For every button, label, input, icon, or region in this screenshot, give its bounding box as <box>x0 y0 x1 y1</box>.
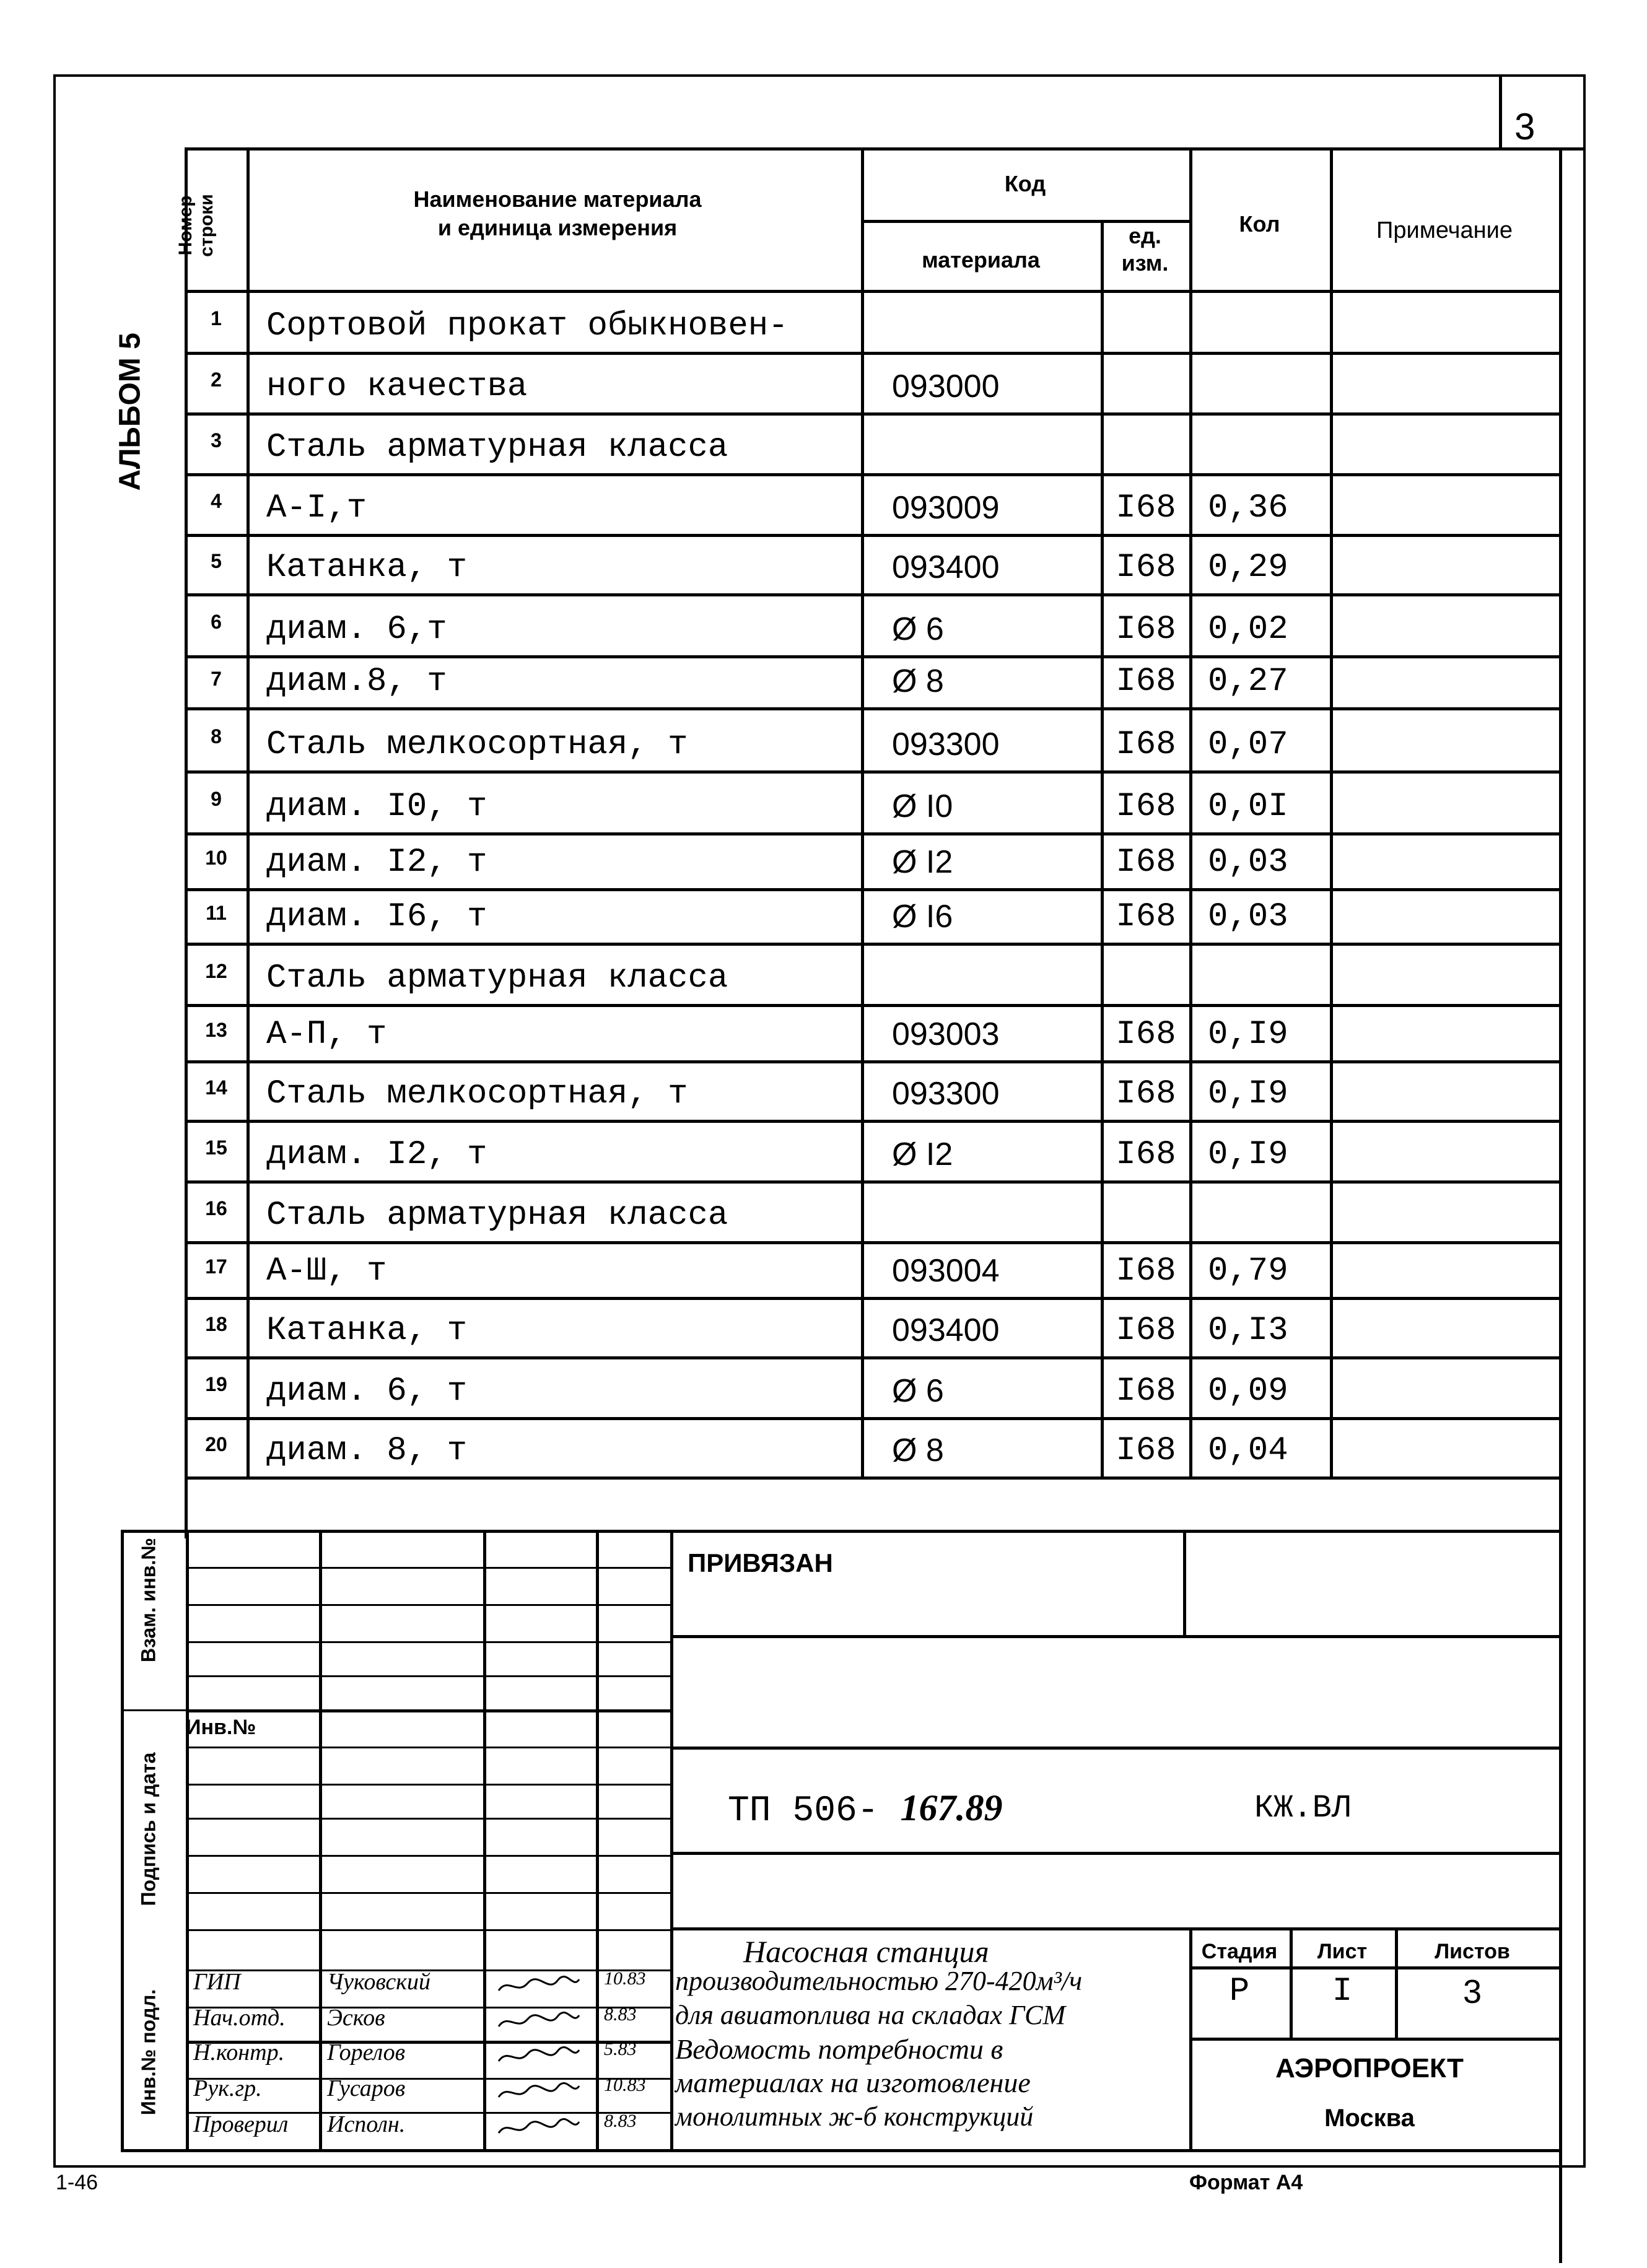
grid-line <box>185 534 1559 537</box>
row-material-name: Сталь арматурная класса <box>266 1197 728 1234</box>
row-unit-code: I68 <box>1116 549 1176 587</box>
row-unit-code: I68 <box>1116 1252 1176 1290</box>
signer-role: Н.контр. <box>193 2039 285 2065</box>
signature-mark <box>496 2045 582 2064</box>
row-material-code: 093400 <box>892 549 1000 585</box>
signature-mark <box>496 2081 582 2100</box>
project-title-line: Ведомость потребности в <box>675 2033 1003 2065</box>
row-unit-code: I68 <box>1116 1432 1176 1470</box>
row-number: 17 <box>205 1255 227 1278</box>
row-material-code: Ø I0 <box>892 788 953 824</box>
row-material-name: А-Ш, т <box>266 1252 387 1290</box>
stamp-line <box>186 1709 670 1712</box>
row-material-code: Ø I2 <box>892 844 953 880</box>
project-title-line: материалах на изготовление <box>675 2067 1031 2098</box>
footer-page-code: 1-46 <box>56 2171 98 2194</box>
stamp-line <box>670 1852 1559 1855</box>
format-label: Формат А4 <box>1189 2171 1303 2194</box>
row-unit-code: I68 <box>1116 1136 1176 1174</box>
row-unit-code: I68 <box>1116 788 1176 826</box>
row-unit-code: I68 <box>1116 489 1176 527</box>
grid-line <box>185 1417 1559 1420</box>
row-unit-code: I68 <box>1116 1312 1176 1350</box>
stamp-line <box>186 1675 670 1677</box>
row-number: 15 <box>205 1136 227 1159</box>
row-material-code: Ø I6 <box>892 899 953 935</box>
row-material-code: 093009 <box>892 490 1000 526</box>
row-material-code: Ø 8 <box>892 663 944 699</box>
grid-line <box>861 147 864 1476</box>
signer-name: Горелов <box>327 2039 406 2065</box>
signer-date: 10.83 <box>604 2075 646 2095</box>
stamp-line <box>186 1604 670 1606</box>
row-quantity: 0,79 <box>1208 1252 1288 1290</box>
signer-date: 8.83 <box>604 2111 637 2131</box>
grid-line <box>185 707 1559 710</box>
grid-line <box>1559 147 1562 2263</box>
row-material-code: Ø I2 <box>892 1136 953 1172</box>
row-number: 14 <box>205 1076 227 1099</box>
stamp-line <box>670 1747 1559 1750</box>
row-material-code: 093300 <box>892 726 1000 762</box>
side-label-vzam: Взам. инв.№ <box>137 1537 160 1663</box>
grid-line <box>185 1297 1559 1300</box>
project-title-line: для авиатоплива на складах ГСМ <box>675 2000 1066 2030</box>
row-quantity: 0,07 <box>1208 726 1288 764</box>
row-number: 12 <box>205 960 227 982</box>
doc-mark: КЖ.ВЛ <box>1254 1790 1352 1826</box>
row-number: 11 <box>206 902 227 924</box>
grid-line <box>185 147 1559 150</box>
header-name-line2: и единица измерения <box>437 215 678 240</box>
stamp-line <box>1183 1530 1186 1635</box>
row-quantity: 0,04 <box>1208 1432 1288 1470</box>
row-material-name: Сталь арматурная класса <box>266 959 728 997</box>
signer-name: Исполн. <box>327 2111 406 2137</box>
stamp-line <box>1189 2038 1559 2041</box>
row-unit-code: I68 <box>1116 663 1176 700</box>
stamp-line <box>670 1635 1559 1638</box>
stamp-line <box>186 1818 670 1820</box>
row-material-name: диам. 8, т <box>266 1432 468 1470</box>
signature-mark <box>496 2117 582 2135</box>
side-label-inv: Инв.№ подл. <box>137 1989 160 2116</box>
row-number: 2 <box>211 369 222 391</box>
row-material-name: Катанка, т <box>266 549 468 587</box>
stage-value: Р <box>1229 1973 1250 2010</box>
row-number: 16 <box>205 1197 227 1219</box>
row-material-code: 093300 <box>892 1076 1000 1112</box>
stamp-line <box>186 1641 670 1643</box>
stamp-line <box>319 1530 322 2149</box>
stamp-line <box>186 1929 670 1931</box>
sheets-value: 3 <box>1462 1973 1482 2010</box>
grid-line <box>185 1120 1559 1123</box>
stamp-line <box>186 1784 670 1786</box>
page-number: 3 <box>1514 106 1536 147</box>
row-material-code: Ø 8 <box>892 1433 944 1468</box>
header-note: Примечание <box>1376 217 1513 243</box>
grid-line <box>185 943 1559 946</box>
row-unit-code: I68 <box>1116 726 1176 764</box>
stamp-line <box>670 1530 673 2149</box>
row-quantity: 0,02 <box>1208 611 1288 648</box>
row-number: 1 <box>211 307 222 329</box>
sheets-label: Листов <box>1435 1940 1510 1963</box>
grid-line <box>1101 220 1104 1476</box>
signer-role: Проверил <box>193 2111 289 2137</box>
inv-label: Инв.№ <box>186 1716 256 1739</box>
signer-name: Гусаров <box>327 2075 406 2101</box>
header-unit-1: ед. <box>1129 223 1161 248</box>
stamp-line <box>121 1530 124 2149</box>
header-name-line1: Наименование материала <box>413 186 702 212</box>
row-number: 10 <box>205 847 227 869</box>
stamp-line <box>1189 1966 1559 1969</box>
row-material-code: Ø 6 <box>892 611 944 647</box>
row-unit-code: I68 <box>1116 1075 1176 1113</box>
row-number: 7 <box>211 668 222 690</box>
row-number: 19 <box>205 1373 227 1395</box>
row-material-name: Сортовой прокат обыкновен- <box>266 307 789 345</box>
row-quantity: 0,03 <box>1208 844 1288 881</box>
row-number: 3 <box>211 429 222 451</box>
row-quantity: 0,I9 <box>1208 1016 1288 1053</box>
row-quantity: 0,29 <box>1208 549 1288 587</box>
header-unit-2: изм. <box>1121 250 1169 276</box>
row-material-code: 093004 <box>892 1253 1000 1289</box>
project-title-line: монолитных ж-б конструкций <box>675 2101 1034 2132</box>
grid-line <box>185 888 1559 891</box>
grid-line <box>185 473 1559 476</box>
sheet-label: Лист <box>1317 1940 1368 1963</box>
stamp-line <box>186 1530 189 2149</box>
row-quantity: 0,I9 <box>1208 1136 1288 1174</box>
grid-line <box>185 655 1559 658</box>
stamp-line <box>121 2149 1559 2152</box>
row-number: 8 <box>211 725 222 748</box>
row-material-name: ного качества <box>266 368 528 406</box>
grid-line <box>185 412 1559 416</box>
city: Москва <box>1324 2104 1415 2132</box>
row-unit-code: I68 <box>1116 611 1176 648</box>
stamp-line <box>121 1530 1559 1533</box>
stamp-line <box>186 1892 670 1894</box>
privyazan-label: ПРИВЯЗАН <box>688 1548 833 1577</box>
row-material-name: Сталь арматурная класса <box>266 429 728 466</box>
row-material-name: диам.8, т <box>266 663 447 700</box>
signer-date: 10.83 <box>604 1968 646 1989</box>
stamp-line <box>596 1530 599 2149</box>
row-material-code: 093400 <box>892 1312 1000 1348</box>
signer-role: Нач.отд. <box>193 2005 286 2031</box>
row-number: 5 <box>211 550 222 572</box>
header-code: Код <box>1004 171 1046 196</box>
grid-line <box>1330 147 1333 1476</box>
row-quantity: 0,0I <box>1208 788 1288 826</box>
row-quantity: 0,36 <box>1208 489 1288 527</box>
row-material-name: А-I,т <box>266 489 367 527</box>
row-number: 4 <box>211 490 222 512</box>
row-material-code: Ø 6 <box>892 1373 944 1409</box>
signer-role: ГИП <box>193 1969 241 1995</box>
grid-line <box>185 1356 1559 1359</box>
stamp-line <box>670 1927 1559 1930</box>
row-quantity: 0,I3 <box>1208 1312 1288 1350</box>
row-number: 6 <box>211 611 222 633</box>
stamp-line <box>186 1747 670 1748</box>
grid-line <box>185 1476 1559 1480</box>
grid-line <box>185 770 1559 774</box>
row-unit-code: I68 <box>1116 844 1176 881</box>
row-quantity: 0,I9 <box>1208 1075 1288 1113</box>
row-unit-code: I68 <box>1116 1372 1176 1410</box>
grid-line <box>185 1060 1559 1063</box>
stamp-line <box>186 1567 670 1569</box>
row-number: 18 <box>205 1313 227 1335</box>
designation-number: 167.89 <box>900 1787 1003 1828</box>
row-quantity: 0,03 <box>1208 898 1288 936</box>
header-row-number: Номер строки <box>175 194 217 257</box>
organization: АЭРОПРОЕКТ <box>1275 2053 1464 2083</box>
row-material-name: диам. I0, т <box>266 788 487 826</box>
grid-line <box>185 352 1559 355</box>
row-material-name: А-П, т <box>266 1016 387 1053</box>
designation <box>728 1787 1002 1831</box>
signer-date: 8.83 <box>604 2004 637 2025</box>
row-material-name: Катанка, т <box>266 1312 468 1350</box>
row-quantity: 0,27 <box>1208 663 1288 700</box>
grid-line <box>185 1004 1559 1007</box>
signature-mark <box>496 1974 582 1993</box>
sheet-value: I <box>1332 1973 1353 2010</box>
row-number: 13 <box>205 1019 227 1041</box>
signature-mark <box>496 2010 582 2029</box>
grid-line <box>185 593 1559 596</box>
row-material-name: диам. 6, т <box>266 1372 468 1410</box>
row-unit-code: I68 <box>1116 898 1176 936</box>
row-unit-code: I68 <box>1116 1016 1176 1053</box>
side-label-podpis: Подпись и дата <box>137 1752 160 1906</box>
row-material-name: Сталь мелкосортная, т <box>266 726 688 764</box>
grid-line <box>185 1241 1559 1244</box>
row-material-name: диам. I6, т <box>266 898 487 936</box>
signer-name: Чуковский <box>327 1969 431 1995</box>
album-label: АЛЬБОМ 5 <box>113 333 147 491</box>
stage-label: Стадия <box>1201 1940 1278 1963</box>
signer-date: 5.83 <box>604 2039 637 2059</box>
designation-prefix: ТП 506- <box>728 1791 901 1831</box>
row-material-name: Сталь мелкосортная, т <box>266 1075 688 1113</box>
header-qty: Кол <box>1239 211 1280 237</box>
header-material: материала <box>922 247 1040 273</box>
row-quantity: 0,09 <box>1208 1372 1288 1410</box>
row-number: 20 <box>205 1433 227 1455</box>
grid-line <box>247 147 250 1476</box>
row-material-name: диам. I2, т <box>266 1136 487 1174</box>
stamp-line <box>483 1530 486 2149</box>
signer-name: Эсков <box>327 2005 385 2031</box>
row-number: 9 <box>211 788 222 810</box>
project-title-line: производительностью 270-420м³/ч <box>675 1966 1083 1996</box>
row-material-code: 093000 <box>892 369 1000 404</box>
grid-line <box>185 832 1559 835</box>
project-title-line: Насосная станция <box>743 1934 989 1969</box>
grid-line <box>185 1180 1559 1184</box>
row-material-name: диам. I2, т <box>266 844 487 881</box>
signer-role: Рук.гр. <box>193 2075 262 2101</box>
row-material-code: 093003 <box>892 1016 1000 1052</box>
stamp-line <box>186 1855 670 1857</box>
grid-line <box>1189 147 1192 1476</box>
row-material-name: диам. 6,т <box>266 611 447 648</box>
grid-line <box>185 290 1559 293</box>
